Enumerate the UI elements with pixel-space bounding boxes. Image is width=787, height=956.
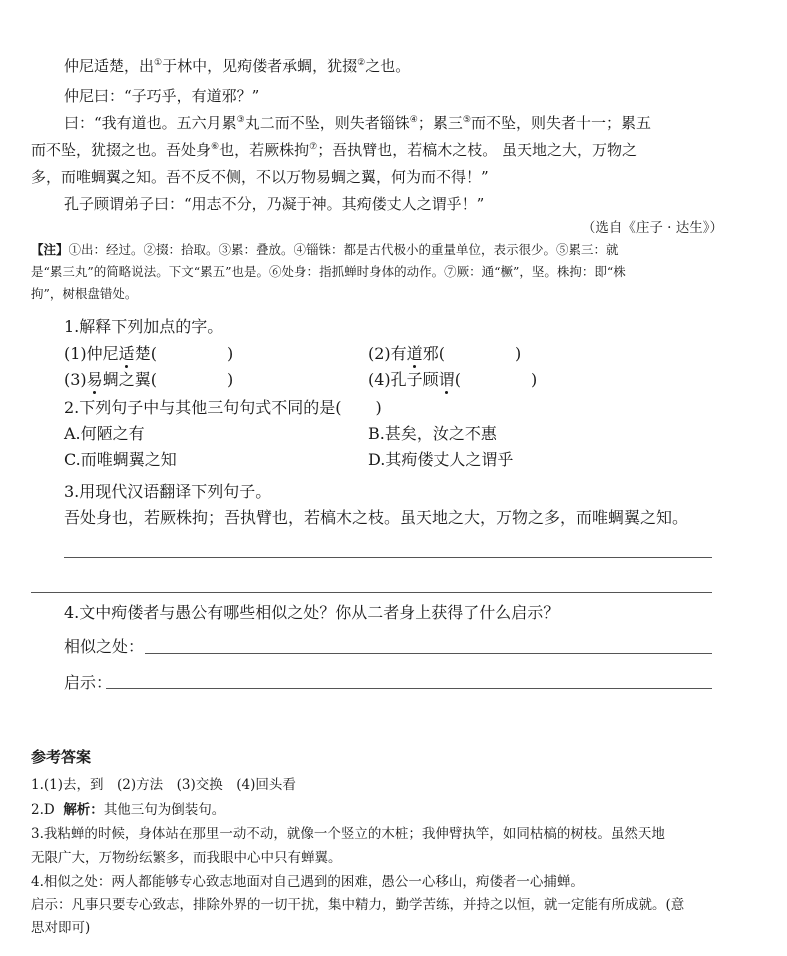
q2-option-c: C.而唯蜩翼之知 bbox=[64, 450, 177, 469]
q4-title: 4.文中痀偻者与愚公有哪些相似之处？你从二者身上获得了什么启示？ bbox=[64, 603, 560, 622]
q2-title: 2.下列句子中与其他三句句式不同的是( ) bbox=[64, 398, 382, 417]
q3-sentence: 吾处身也，若厥株拘；吾执臂也，若槁木之枝。虽天地之大，万物之多，而唯蜩翼之知。 bbox=[64, 508, 689, 527]
q1-item-4: (4)孔子顾谓( ) bbox=[368, 370, 538, 389]
notes-line-1: 【注】①出：经过。②掇：拾取。③累：叠放。④锱铢：都是古代极小的重量单位，表示很少。⑤累三：就 bbox=[31, 242, 619, 257]
passage-line-6: 孔子顾谓弟子曰：“用志不分，乃凝于神。其痀偻丈人之谓乎！” bbox=[64, 195, 485, 213]
q3-answer-line-1[interactable] bbox=[64, 557, 712, 558]
answer-4-line-2: 启示：凡事只要专心致志，排除外界的一切干扰，集中精力，勤学苦练，并持之以恒，就一定能有所成就。(意 bbox=[31, 897, 685, 913]
answers-heading: 参考答案 bbox=[31, 748, 92, 766]
answer-3-line-2: 无限广大，万物纷纭繁多，而我眼中心中只有蝉翼。 bbox=[31, 850, 342, 866]
q3-title: 3.用现代汉语翻译下列句子。 bbox=[64, 482, 272, 501]
q2-option-b: B.甚矣，汝之不惠 bbox=[368, 424, 497, 443]
passage-line-3: 曰：“我有道也。五六月累③丸二而不坠，则失者锱铢④；累三⑤而不坠，则失者十一；累五 bbox=[64, 114, 651, 132]
q4-similar-answer-line[interactable] bbox=[145, 653, 712, 654]
passage-line-5: 多，而唯蜩翼之知。吾不反不侧，不以万物易蜩之翼，何为而不得！” bbox=[31, 168, 489, 186]
answer-3-line-1: 3.我粘蝉的时候，身体站在那里一动不动，就像一个竖立的木桩；我伸臂执竿，如同枯槁的树枝。虽然天地 bbox=[31, 826, 665, 842]
notes-line-2: 是“累三丸”的简略说法。下文“累五”也是。⑥处身：指抓蝉时身体的动作。⑦厥：通“橛”，坚。株拘：即“株 bbox=[31, 264, 626, 279]
answer-1: 1.(1)去，到 (2)方法 (3)交换 (4)回头看 bbox=[31, 777, 296, 793]
q3-answer-line-2[interactable] bbox=[31, 592, 712, 593]
q4-insight-label: 启示： bbox=[64, 673, 113, 692]
q2-option-d: D.其痀偻丈人之谓乎 bbox=[368, 450, 514, 469]
q1-item-1: (1)仲尼适楚( ) bbox=[64, 344, 234, 363]
q2-option-a: A.何陋之有 bbox=[64, 424, 145, 443]
q4-similar-label: 相似之处： bbox=[64, 637, 145, 656]
answer-4-line-1: 4.相似之处：两人都能够专心致志地面对自己遇到的困难，愚公一心移山，痀偻者一心捕蝉。 bbox=[31, 874, 584, 890]
q1-title: 1.解释下列加点的字。 bbox=[64, 317, 224, 336]
source-citation: （选自《庄子 · 达生》） bbox=[581, 220, 723, 236]
answer-2: 2.D 解析：其他三句为倒装句。 bbox=[31, 802, 226, 818]
passage-line-1: 仲尼适楚，出①于林中，见痀偻者承蜩，犹掇②之也。 bbox=[64, 57, 411, 75]
q4-insight-answer-line[interactable] bbox=[106, 688, 712, 689]
q1-item-3: (3)易蜩之翼( ) bbox=[64, 370, 234, 389]
notes-line-3: 拘”，树根盘错处。 bbox=[31, 286, 138, 301]
answer-4-line-3: 思对即可) bbox=[31, 920, 91, 936]
q1-item-2: (2)有道邪( ) bbox=[368, 344, 522, 363]
passage-line-2: 仲尼曰：“子巧乎，有道邪？” bbox=[64, 87, 260, 105]
passage-line-4: 而不坠，犹掇之也。吾处身⑥也，若厥株拘⑦；吾执臂也，若槁木之枝。 虽天地之大，万物之 bbox=[31, 141, 637, 159]
